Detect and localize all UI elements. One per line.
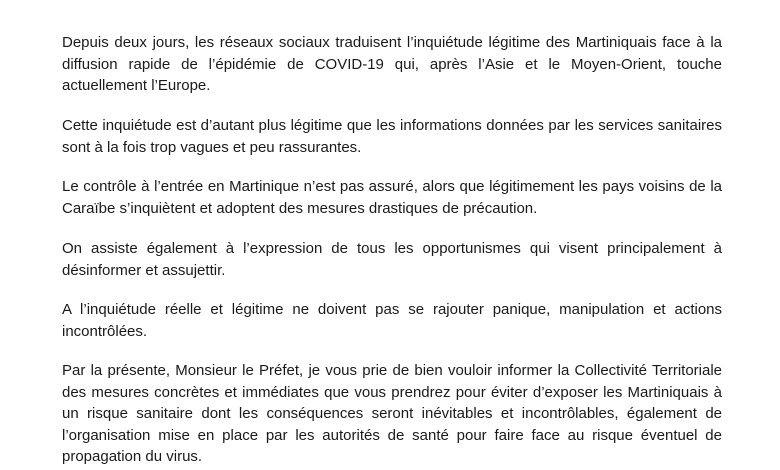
paragraph-social-media-concern: Depuis deux jours, les réseaux sociaux traduisent l’inquiétude légitime des Martiniquais face à la diffusion rapide de l’épidémie de COVID-19 qui, après l’Asie et le Moyen-Orient, touche actuellement l’Europe. (62, 34, 722, 94)
paragraph-opportunism: On assiste également à l’expression de tous les opportunismes qui visent principalement à désinformer et assujettir. (62, 240, 722, 279)
paragraph-health-information: Cette inquiétude est d’autant plus légitime que les informations données par les services sanitaires sont à la fois trop vagues et peu rassurantes. (62, 117, 722, 156)
paragraph-panic-warning: A l’inquiétude réelle et légitime ne doivent pas se rajouter panique, manipulation et actions incontrôlées. (62, 301, 722, 340)
paragraph-request-to-prefect: Par la présente, Monsieur le Préfet, je vous prie de bien vouloir informer la Collectivité Territoriale des mesures concrètes et immédiates que vous prendrez pour éviter d’exposer les Martiniquais à un risque sanitaire dont les conséquences seront inévitables et incontrôlables, également de l’organisation mise en place par les autorités de santé pour faire face au risque éventuel de propagation du virus. (62, 362, 722, 465)
paragraph-border-control: Le contrôle à l’entrée en Martinique n’est pas assuré, alors que légitimement les pays voisins de la Caraïbe s’inquiètent et adoptent des mesures drastiques de précaution. (62, 178, 722, 217)
